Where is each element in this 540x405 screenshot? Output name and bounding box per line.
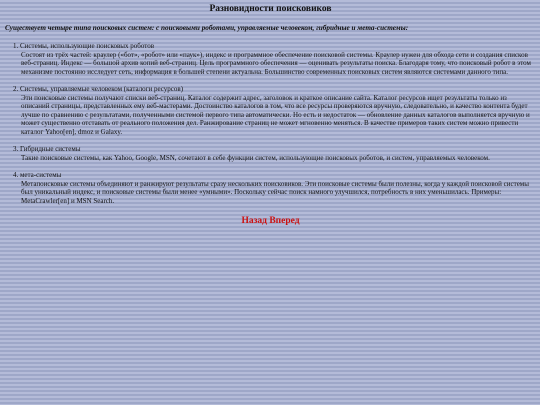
section-heading: 4. мета-системы bbox=[13, 171, 62, 179]
section-hybrid-systems bbox=[13, 145, 536, 162]
intro-text: Существует четыре типа поисковых систем: с поисковыми роботами, управляемые человеком, гибридные и мета-системы: bbox=[5, 24, 409, 32]
section-heading: 2. Системы, управляемые человеком (каталоги ресурсов) bbox=[13, 85, 184, 93]
forward-link[interactable]: Вперед bbox=[269, 216, 300, 226]
section-text: Метапоисковые системы объединяют и ранжируют результаты сразу нескольких поисковиков. Эти поисковые системы были полезны, когда у каждой поисковой системы был уникальный индекс, и поисковые системы были менее «умными». Поскольку сейчас поиск намного улучшился, потребность в них уменьшилась. Примеры: MetaCrawler[en] и MSN Search. bbox=[21, 179, 529, 205]
section-human-directories bbox=[13, 85, 536, 136]
section-meta-systems bbox=[13, 171, 536, 205]
section-heading: 3. Гибридные системы bbox=[13, 145, 81, 153]
navigation-links bbox=[5, 215, 536, 227]
section-text: Такие поисковые системы, как Yahoo, Google, MSN, сочетают в себе функции систем, использующие поисковых роботов, и систем, управляемых человеком. bbox=[21, 153, 490, 162]
section-text: Состоят из трёх частей: краулер («бот», «робот» или «паук»), индекс и программное обеспечение поисковой системы. Краулер нужен для обхода сети и создания списков веб-страниц. Индекс — большой архив копий веб-страниц. Цель программного обеспечения — оценивать результаты поиска. Благодаря тому, что поисковый робот в этом механизме постоянно исследует сеть, информация в большей степени актуальна. Большинство современных поисковых систем являются системами данного типа. bbox=[21, 50, 531, 76]
page-title: Разновидности поисковиков bbox=[209, 4, 332, 14]
back-link[interactable]: Назад bbox=[241, 216, 267, 226]
section-text: Эти поисковые системы получают списки веб-страниц. Каталог содержит адрес, заголовок и краткое описание сайта. Каталог ресурсов ищет результаты только из описаний страницы, представленных ему веб-мастерами. Достоинство каталогов в том, что все ресурсы проверяются вручную, следовательно, и качество контента будет лучше по сравнению с результатами, полученными системой первого типа автоматически. Но есть и недостаток — обновление данных каталогов выполняется вручную и может существенно отставать от реального положения дел. Ранжирование страниц не может мгновенно меняться. В качестве примеров таких систем можно привести каталог Yahoo[en], dmoz и Galaxy. bbox=[21, 93, 530, 136]
section-heading: 1. Системы, использующие поисковых роботов bbox=[13, 42, 154, 50]
section-search-robots bbox=[13, 42, 536, 76]
